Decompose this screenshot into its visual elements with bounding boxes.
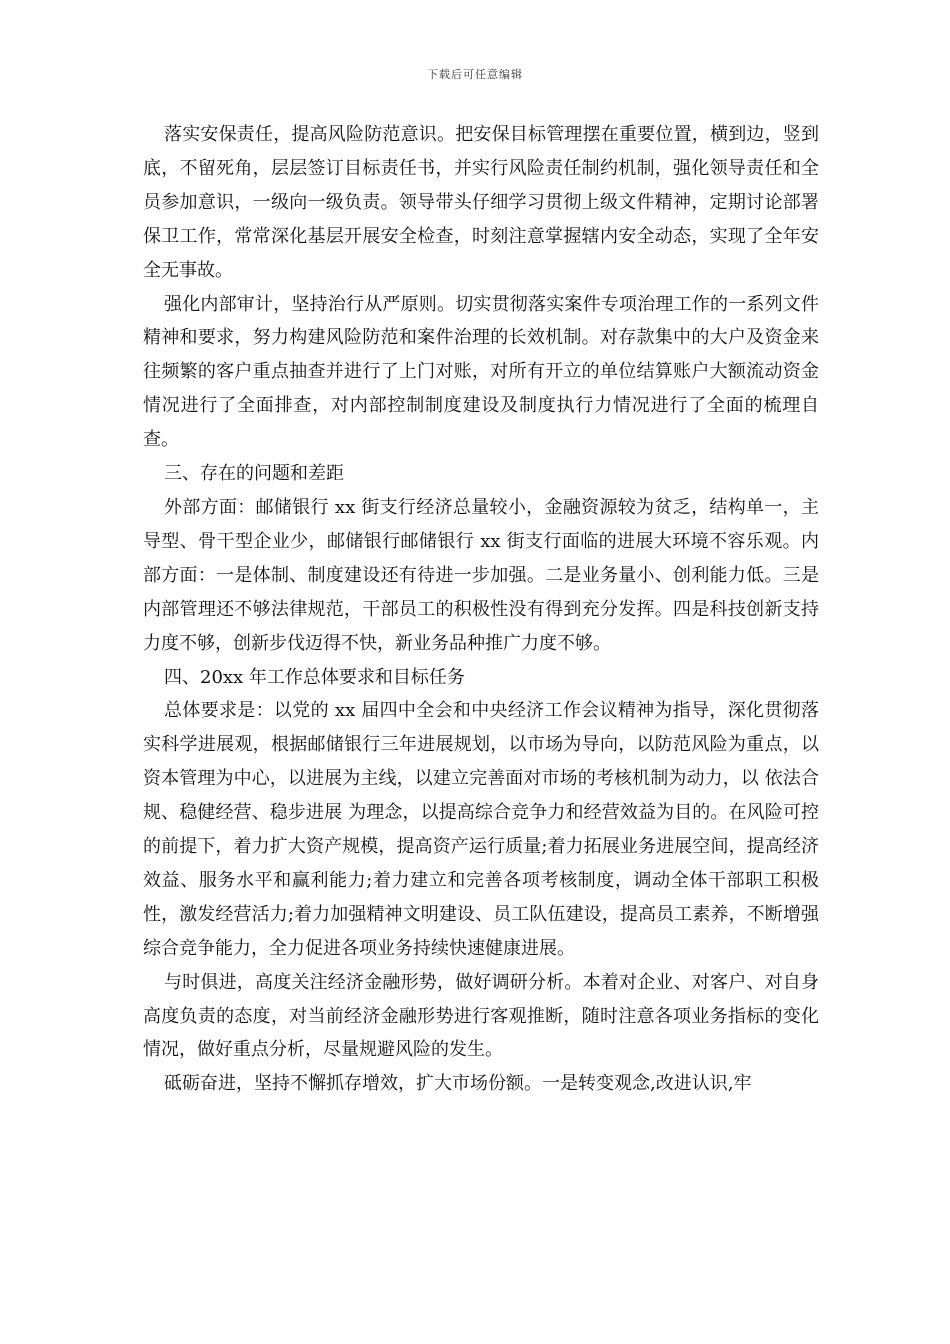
paragraph-research-analysis: 与时俱进，高度关注经济金融形势，做好调研分析。本着对企业、对客户、对自身高度负责的态度，对当前经济金融形势进行客观推断，随时注意各项业务指标的变化情况，做好重点分析，尽量规避风险的发生。: [143, 971, 819, 1061]
paragraph-internal-audit: 强化内部审计，坚持治行从严原则。切实贯彻落实案件专项治理工作的一系列文件精神和要求，努力构建风险防范和案件治理的长效机制。对存款集中的大户及资金来往频繁的客户重点抽查并进行了上门对账，对所有开立的单位结算账户大额流动资金情况进行了全面排查，对内部控制制度建设及制度执行力情况进行了全面的梳理自查。: [143, 293, 819, 451]
page-header: 下载后可任意编辑: [427, 68, 523, 81]
paragraph-security-responsibility: 落实安保责任，提高风险防范意识。把安保目标管理摆在重要位置，横到边，竖到底，不留死角，层层签订目标责任书，并实行风险责任制约机制，强化领导责任和全员参加意识，一级向一级负责。领导带头仔细学习贯彻上级文件精神，定期讨论部署保卫工作，常常深化基层开展安全检查，时刻注意掌握辖内安全动态，实现了全年安全无事故。: [143, 124, 819, 281]
paragraph-problems: 外部方面：邮储银行 xx 街支行经济总量较小，金融资源较为贫乏，结构单一，主导型、骨干型企业少，邮储银行邮储银行 xx 街支行面临的进展大环境不容乐观。内部方面：一是体制、制度建设还有待进一步加强。二是业务量小、创利能力低。三是内部管理还不够法律规范，干部员工的积极性没有得到充分发挥。四是科技创新支持力度不够，创新步伐迈得不快，新业务品种推广力度不够。: [143, 496, 819, 654]
section-heading-goals: 四、20xx 年工作总体要求和目标任务: [164, 666, 465, 688]
document-body: [143, 118, 819, 1101]
paragraph-overall-requirements: 总体要求是：以党的 xx 届四中全会和中央经济工作会议精神为指导，深化贯彻落实科学进展观，根据邮储银行三年进展规划，以市场为导向，以防范风险为重点，以资本管理为中心，以进展为主线，以建立完善面对市场的考核机制为动力，以 依法合规、稳健经营、稳步进展 为理念，以提高综合竞争力和经营效益为目的。在风险可控的前提下，着力扩大资产规模，提高资产运行质量;着力拓展业务进展空间，提高经济效益、服务水平和赢利能力;着力建立和完善各项考核制度，调动全体干部职工积极性，激发经营活力;着力加强精神文明建设、员工队伍建设，提高员工素养，不断增强综合竞争能力，全力促进各项业务持续快速健康进展。: [143, 700, 819, 959]
section-heading-problems: 三、存在的问题和差距: [164, 463, 344, 485]
paragraph-deposit-growth: 砥砺奋进，坚持不懈抓存增效，扩大市场份额。一是转变观念,改进认识,牢: [164, 1073, 752, 1095]
